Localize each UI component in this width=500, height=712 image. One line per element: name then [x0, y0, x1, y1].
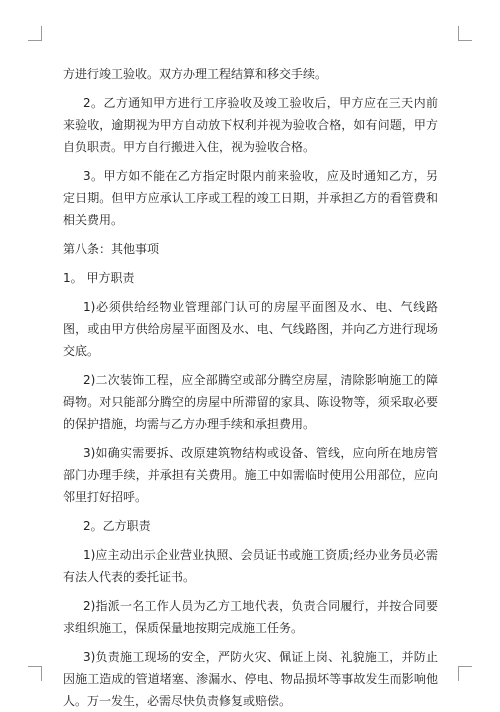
section-heading-article-eight: 第八条：其他事项 — [63, 242, 160, 256]
party-b-duty-2: 2)指派一名工作人员为乙方工地代表，负责合同履行，并按合同要求组织施工，保质保量地按期完成施工任务。 — [63, 599, 438, 635]
crop-mark-top-right-horizontal — [458, 40, 472, 41]
crop-mark-bottom-left-horizontal — [28, 666, 42, 667]
crop-mark-top-left-vertical — [41, 26, 42, 40]
paragraph-acceptance-delay: 3。甲方如不能在乙方指定时限内前来验收，应及时通知乙方，另定日期。但甲方应承认工序或工程的竣工日期，并承担乙方的看管费和相关费用。 — [63, 169, 438, 227]
crop-mark-bottom-left-vertical — [41, 667, 42, 681]
party-a-duty-1: 1)必须供给经物业管理部门认可的房屋平面图及水、电、气线路图，或由甲方供给房屋平面图及水、电、气线路图，并向乙方进行现场交底。 — [63, 300, 438, 358]
crop-mark-bottom-right-horizontal — [458, 666, 472, 667]
crop-mark-bottom-right-vertical — [458, 667, 459, 681]
subheading-party-a-duties: 1。 甲方职责 — [63, 271, 135, 285]
crop-mark-top-right-vertical — [458, 26, 459, 40]
party-b-duty-1: 1)应主动出示企业营业执照、会员证书或施工资质;经办业务员必需有法人代表的委托证书。 — [63, 548, 438, 584]
paragraph-acceptance-notice: 2。乙方通知甲方进行工序验收及竣工验收后，甲方应在三天内前来验收，逾期视为甲方自动放下权利并视为验收合格，如有问题，甲方自负职责。甲方自行搬进入住，视为验收合格。 — [63, 96, 438, 154]
paragraph-acceptance-settlement: 方进行竣工验收。双方办理工程结算和移交手续。 — [63, 67, 328, 81]
crop-mark-top-left-horizontal — [28, 40, 42, 41]
party-b-duty-3: 3)负责施工现场的安全，严防火灾、佩证上岗、礼貌施工，并防止因施工造成的管道堵塞、渗漏水、停电、物品损坏等事故发生而影响他人。万一发生，必需尽快负责修复或赔偿。 — [63, 650, 438, 708]
party-a-duty-2: 2)二次装饰工程，应全部腾空或部分腾空房屋，清除影响施工的障碍物。对只能部分腾空的房屋中所滞留的家具、陈设物等，须采取必要的保护措施，均需与乙方办理手续和承担费用。 — [63, 373, 438, 431]
party-a-duty-3: 3)如确实需要拆、改原建筑物结构或设备、管线，应向所在地房管部门办理手续，并承担有关费用。施工中如需临时使用公用部位，应向邻里打好招呼。 — [63, 446, 438, 504]
subheading-party-b-duties: 2。乙方职责 — [83, 519, 151, 533]
document-body — [63, 63, 438, 712]
